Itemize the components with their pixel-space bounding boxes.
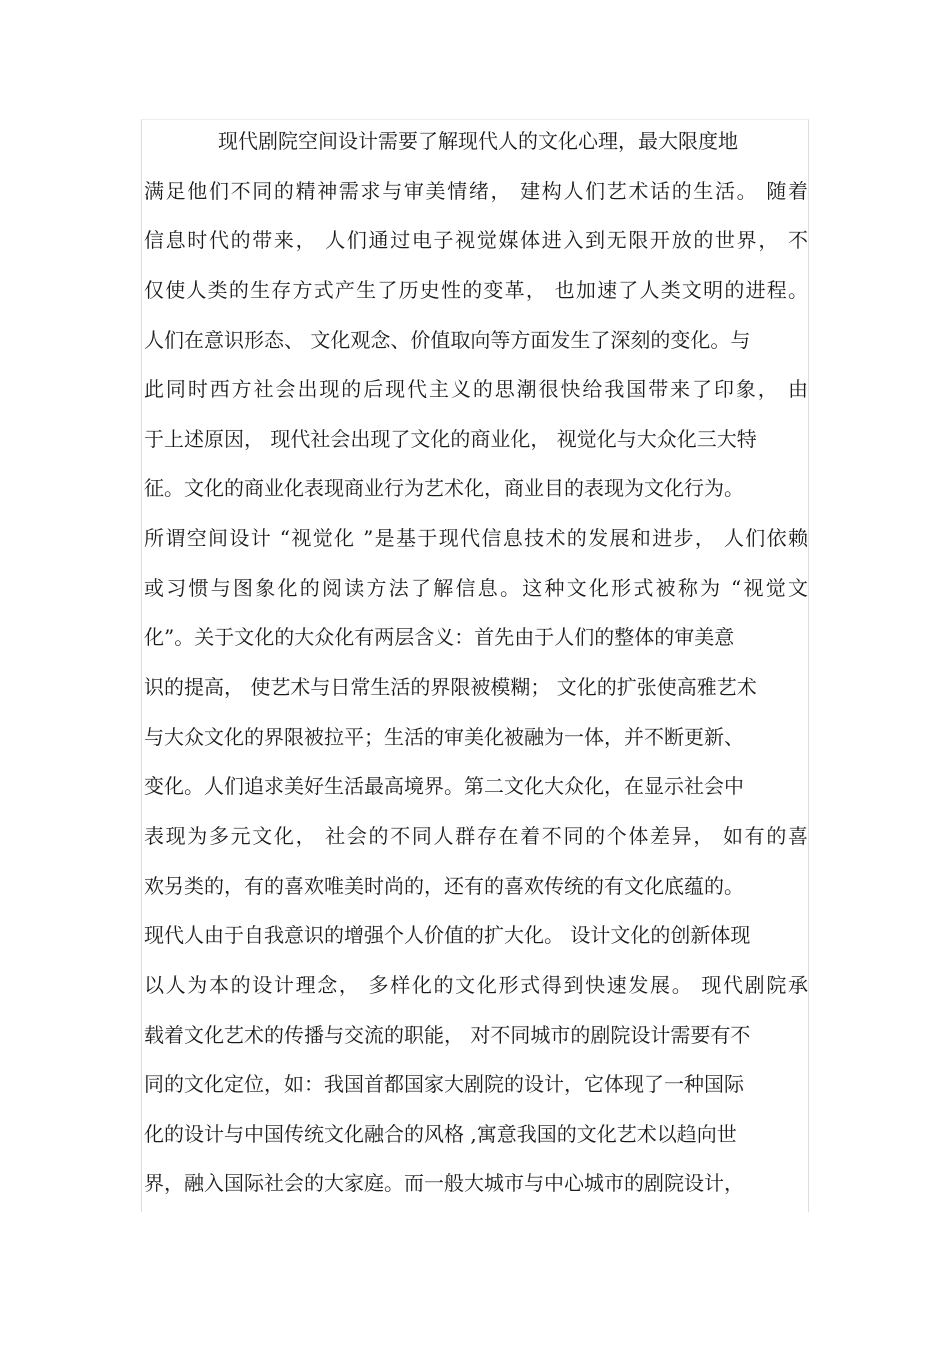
text-line: 同的文化定位，如：我国首都国家大剧院的设计，它体现了一种国际 — [144, 1072, 744, 1097]
text-line: 变化。人们追求美好生活最高境界。第二文化大众化，在显示社会中 — [144, 774, 744, 799]
text-line: 表现为多元文化， 社会的不同人群存在着不同的个体差异， 如有的喜 — [144, 823, 808, 848]
text-line: 于上述原因， 现代社会出现了文化的商业化， 视觉化与大众化三大特 — [144, 426, 757, 451]
text-line: 界，融入国际社会的大家庭。而一般大城市与中心城市的剧院设计， — [144, 1171, 744, 1196]
body-text — [144, 118, 808, 1210]
text-line: 或习惯与图象化的阅读方法了解信息。这种文化形式被称为 “视觉文 — [144, 575, 808, 600]
text-line: 识的提高， 使艺术与日常生活的界限被模糊； 文化的扩张使高雅艺术 — [144, 675, 757, 700]
text-line: 此同时西方社会出现的后现代主义的思潮很快给我国带来了印象， 由 — [144, 377, 808, 402]
text-line: 信息时代的带来， 人们通过电子视觉媒体进入到无限开放的世界， 不 — [144, 228, 808, 253]
text-line: 载着文化艺术的传播与交流的职能， 对不同城市的剧院设计需要有不 — [144, 1022, 751, 1047]
text-line: 化”。关于文化的大众化有两层含义：首先由于人们的整体的审美意 — [144, 625, 735, 650]
text-line: 以人为本的设计理念， 多样化的文化形式得到快速发展。 现代剧院承 — [144, 972, 808, 997]
text-line: 现代人由于自我意识的增强个人价值的扩大化。 设计文化的创新体现 — [144, 923, 751, 948]
text-line: 满足他们不同的精神需求与审美情绪， 建构人们艺术话的生活。 随着 — [144, 178, 808, 203]
text-line: 欢另类的，有的喜欢唯美时尚的，还有的喜欢传统的有文化底蕴的。 — [144, 873, 744, 898]
text-line: 现代剧院空间设计需要了解现代人的文化心理，最大限度地 — [218, 129, 738, 153]
text-line: 所谓空间设计 “视觉化 ”是基于现代信息技术的发展和进步， 人们依赖 — [144, 526, 808, 551]
text-line: 仅使人类的生存方式产生了历史性的变革， 也加速了人类文明的进程。 — [144, 277, 808, 302]
text-line: 与大众文化的界限被拉平；生活的审美化被融为一体，并不断更新、 — [144, 724, 744, 749]
text-line: 人们在意识形态、 文化观念、价值取向等方面发生了深刻的变化。与 — [144, 327, 751, 352]
text-line: 征。文化的商业化表现商业行为艺术化，商业目的表现为文化行为。 — [144, 476, 744, 501]
text-line: 化的设计与中国传统文化融合的风格 ,寓意我国的文化艺术以趋向世 — [144, 1121, 737, 1146]
